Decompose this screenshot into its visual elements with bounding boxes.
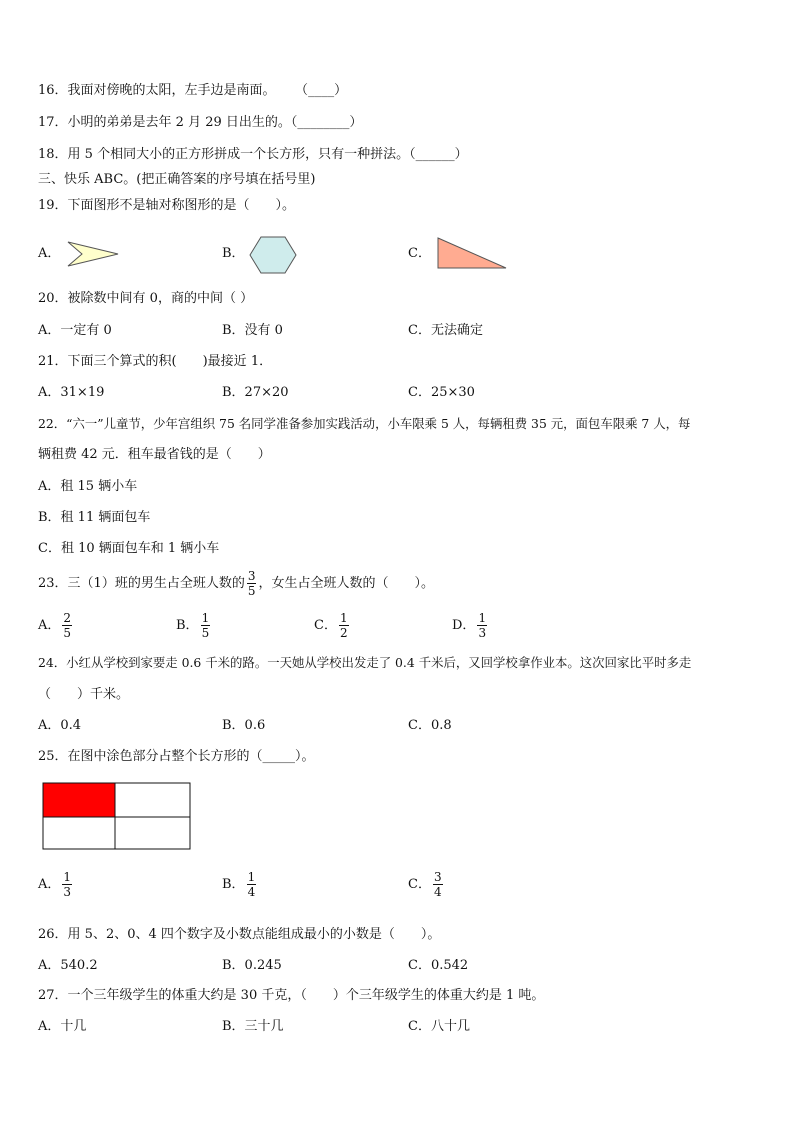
question-27-stem: 27．一个三年级学生的体重大约是 30 千克，（ ）个三年级学生的体重大约是 1 吨。 xyxy=(38,988,545,1003)
fraction-numerator: 3 xyxy=(247,569,256,583)
fraction-numerator: 3 xyxy=(433,870,442,884)
q19-arrow-shape xyxy=(66,240,122,268)
section-heading: 三、快乐 ABC。(把正确答案的序号填在括号里) xyxy=(38,172,316,187)
q24-option-a[interactable]: A．0.4 xyxy=(38,718,82,733)
q17-text: 17．小明的弟弟是去年 2 月 29 日出生的。（ xyxy=(38,115,298,130)
q23-stem-after: ，女生占全班人数的（ ）。 xyxy=(258,576,434,591)
q22-option-b[interactable]: B．租 11 辆面包车 xyxy=(38,510,151,525)
q25-option-a[interactable] xyxy=(38,867,74,903)
option-label: B． xyxy=(222,877,245,892)
q19-option-a[interactable]: A． xyxy=(38,246,61,261)
q26-option-a[interactable]: A．540.2 xyxy=(38,958,98,973)
question-18 xyxy=(38,146,468,164)
q20-option-b[interactable]: B．没有 0 xyxy=(222,323,283,338)
shaded-cell xyxy=(43,783,115,817)
triangle-polygon xyxy=(438,238,506,268)
option-fraction xyxy=(339,611,349,640)
q16-paren: （ xyxy=(301,83,309,98)
q23-option-b[interactable] xyxy=(176,608,212,644)
q21-option-a[interactable]: A．31×19 xyxy=(38,385,105,400)
q23-option-c[interactable] xyxy=(314,608,351,644)
question-25-stem: 25．在图中涂色部分占整个长方形的（_____）。 xyxy=(38,749,315,764)
question-21-stem: 21．下面三个算式的积( )最接近 1． xyxy=(38,354,273,369)
option-label: B． xyxy=(176,618,199,633)
q18-close: ） xyxy=(454,147,468,162)
q18-blank[interactable]: ______ xyxy=(415,147,455,162)
option-fraction xyxy=(62,611,72,640)
q16-text: 16．我面对傍晚的太阳，左手边是南面。 xyxy=(38,83,276,98)
fraction-denominator: 5 xyxy=(201,626,210,640)
option-fraction xyxy=(62,870,72,899)
question-22-line2: 辆租费 42 元．租车最省钱的是（ ） xyxy=(38,447,271,462)
question-23-stem xyxy=(38,566,434,602)
q17-close: ） xyxy=(349,115,363,130)
fraction-denominator: 3 xyxy=(63,885,72,899)
question-20-stem: 20．被除数中间有 0，商的中间（ ） xyxy=(38,291,254,306)
option-fraction xyxy=(477,611,487,640)
q23-option-d[interactable] xyxy=(452,608,489,644)
q25-option-b[interactable] xyxy=(222,867,258,903)
q20-option-a[interactable]: A．一定有 0 xyxy=(38,323,112,338)
q19-hexagon-shape xyxy=(249,236,297,274)
q19-option-b[interactable]: B． xyxy=(222,246,245,261)
q25-grid-figure xyxy=(42,782,192,850)
q27-option-b[interactable]: B．三十几 xyxy=(222,1019,284,1034)
fraction-denominator: 2 xyxy=(339,626,348,640)
fraction-numerator: 1 xyxy=(478,611,487,625)
q16-blank[interactable]: ____ xyxy=(308,83,335,98)
q21-option-c[interactable]: C．25×30 xyxy=(408,385,475,400)
question-24-line2: （ ）千米。 xyxy=(38,687,130,702)
q21-option-b[interactable]: B．27×20 xyxy=(222,385,289,400)
q27-option-c[interactable]: C．八十几 xyxy=(408,1019,470,1034)
q26-option-c[interactable]: C．0.542 xyxy=(408,958,469,973)
q25-option-c[interactable] xyxy=(408,867,445,903)
option-label: C． xyxy=(314,618,337,633)
question-22-line1: 22．“六一”儿童节，少年宫组织 75 名同学准备参加实践活动，小车限乘 5 人，每辆租费 35 元，面包车限乘 7 人，每 xyxy=(38,416,691,431)
q22-option-c[interactable]: C．租 10 辆面包车和 1 辆小车 xyxy=(38,541,220,556)
q20-option-c[interactable]: C．无法确定 xyxy=(408,323,483,338)
hexagon-polygon xyxy=(250,237,296,273)
q19-triangle-shape xyxy=(436,236,508,270)
q24-option-b[interactable]: B．0.6 xyxy=(222,718,266,733)
fraction-numerator: 2 xyxy=(63,611,72,625)
q26-option-b[interactable]: B．0.245 xyxy=(222,958,282,973)
question-26-stem: 26．用 5、2、0、4 四个数字及小数点能组成最小的小数是（ ）。 xyxy=(38,927,441,942)
question-19-stem: 19．下面图形不是轴对称图形的是（ ）。 xyxy=(38,198,296,213)
option-fraction xyxy=(201,611,211,640)
q19-option-c[interactable]: C． xyxy=(408,246,431,261)
option-fraction xyxy=(433,870,443,899)
q16-close: ） xyxy=(334,83,348,98)
option-label: D． xyxy=(452,618,476,633)
fraction-numerator: 1 xyxy=(201,611,210,625)
fraction-numerator: 1 xyxy=(339,611,348,625)
q24-option-c[interactable]: C．0.8 xyxy=(408,718,452,733)
arrow-polygon xyxy=(68,242,118,266)
option-label: A． xyxy=(38,618,61,633)
fraction-denominator: 5 xyxy=(63,626,72,640)
question-17 xyxy=(38,114,362,132)
q22-option-a[interactable]: A．租 15 辆小车 xyxy=(38,479,138,494)
option-label: A． xyxy=(38,877,61,892)
option-label: C． xyxy=(408,877,431,892)
fraction-numerator: 1 xyxy=(63,870,72,884)
fraction-denominator: 5 xyxy=(247,584,256,598)
q18-text: 18．用 5 个相同大小的正方形拼成一个长方形，只有一种拼法。（ xyxy=(38,147,416,162)
q23-stem-fraction xyxy=(247,569,257,598)
q17-blank[interactable]: ________ xyxy=(297,115,350,130)
question-24-line1: 24．小红从学校到家要走 0.6 千米的路。一天她从学校出发走了 0.4 千米后，又回学校拿作业本。这次回家比平时多走 xyxy=(38,655,692,670)
question-16 xyxy=(38,82,347,100)
q23-stem-before: 23．三（1）班的男生占全班人数的 xyxy=(38,576,245,591)
q27-option-a[interactable]: A．十几 xyxy=(38,1019,87,1034)
q23-option-a[interactable] xyxy=(38,608,74,644)
fraction-denominator: 3 xyxy=(478,626,487,640)
fraction-denominator: 4 xyxy=(433,885,442,899)
fraction-numerator: 1 xyxy=(247,870,256,884)
fraction-denominator: 4 xyxy=(247,885,256,899)
option-fraction xyxy=(247,870,257,899)
